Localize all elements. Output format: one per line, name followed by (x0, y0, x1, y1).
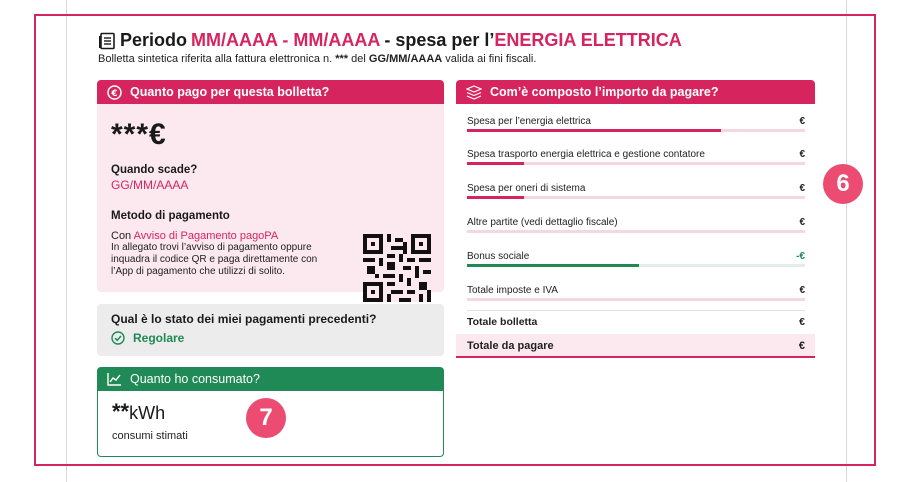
breakdown-row (467, 116, 805, 127)
check-circle-icon (111, 331, 125, 345)
total-due-value: € (798, 340, 805, 352)
breakdown-row-label: Spesa trasporto energia elettrica e gestione contatore (467, 149, 705, 160)
breakdown-row-label: Bonus sociale (467, 251, 530, 262)
badge-six: 6 (823, 164, 863, 204)
page-title (98, 30, 682, 51)
previous-payments-panel (97, 304, 444, 356)
payment-panel (97, 80, 444, 292)
payment-method (111, 230, 341, 278)
breakdown-row (467, 285, 805, 296)
breakdown-row-bar (467, 129, 805, 132)
title-mid: - spesa per l’ (384, 30, 495, 50)
invoice-date: GG/MM/AAAA (368, 53, 443, 65)
previous-payments-question: Qual è lo stato dei miei pagamenti precedenti? (111, 312, 377, 326)
payment-method-label: Metodo di pagamento (111, 210, 230, 222)
total-due-line (467, 340, 805, 352)
total-bill-label: Totale bolletta (467, 316, 538, 328)
amount-currency: € (149, 118, 167, 151)
breakdown-row-value: € (799, 217, 805, 228)
svg-text:€: € (111, 88, 118, 99)
row-divider (467, 310, 805, 311)
breakdown-row-bar (467, 196, 805, 199)
consumption-amount: ** (112, 399, 130, 424)
breakdown-panel-header (456, 80, 815, 104)
consumption-value (112, 399, 165, 425)
title-period: MM/AAAA - MM/AAAA (191, 30, 381, 50)
payment-method-note: In allegato trovi l’avviso di pagamento oppure inquadra il codice QR e paga direttamente con l’App di pagamento che utilizzi di solito. (111, 242, 318, 277)
subtitle-text-b: del (351, 53, 366, 65)
euro-circle-icon (107, 85, 122, 100)
chart-line-icon (107, 372, 122, 386)
layers-icon (466, 85, 482, 100)
breakdown-row-bar-fill (467, 162, 524, 165)
breakdown-row-value: € (799, 183, 805, 194)
invoice-number: *** (335, 53, 349, 65)
payment-panel-body (97, 104, 444, 292)
breakdown-row-value: € (799, 149, 805, 160)
breakdown-row-label: Spesa per l’energia elettrica (467, 116, 591, 127)
bill-subtitle (98, 53, 682, 65)
payment-method-link[interactable]: Avviso di Pagamento pagoPA (133, 230, 279, 242)
breakdown-row-bar-fill (467, 196, 524, 199)
total-bill-row (467, 316, 805, 328)
breakdown-row-bar-fill (467, 129, 721, 132)
breakdown-row-bar (467, 298, 805, 301)
breakdown-row (467, 183, 805, 194)
consumption-panel-title: Quanto ho consumato? (130, 372, 260, 386)
payment-method-prefix: Con (111, 230, 132, 242)
title-commodity: ENERGIA ELETTRICA (494, 30, 682, 50)
breakdown-row-label: Spesa per oneri di sistema (467, 183, 586, 194)
document-icon (98, 32, 116, 50)
title-prefix: Periodo (120, 30, 188, 50)
total-bill-value: € (799, 316, 805, 328)
payment-status-label: Regolare (133, 331, 185, 345)
due-date-value: GG/MM/AAAA (111, 178, 189, 192)
total-due-label: Totale da pagare (467, 340, 554, 352)
consumption-note: consumi stimati (112, 430, 188, 442)
breakdown-row (467, 217, 805, 228)
subtitle-text-a: Bolletta sintetica riferita alla fattura elettronica n. (98, 53, 333, 65)
subtitle-text-c: valida ai fini fiscali. (445, 53, 537, 65)
breakdown-panel-title: Com’è composto l’importo da pagare? (490, 85, 719, 99)
breakdown-row-value: € (799, 116, 805, 127)
breakdown-row (467, 149, 805, 160)
payment-status (111, 331, 184, 345)
breakdown-row-value: -€ (796, 251, 805, 262)
breakdown-row-bar (467, 162, 805, 165)
breakdown-row-bar (467, 230, 805, 233)
consumption-unit: kWh (129, 403, 166, 423)
breakdown-row-bar-fill (467, 264, 639, 267)
consumption-panel-header (97, 367, 444, 391)
total-due-row (456, 334, 815, 358)
breakdown-row-bar (467, 264, 805, 267)
breakdown-row (467, 251, 805, 262)
badge-seven: 7 (246, 398, 286, 438)
bill-header (98, 30, 682, 65)
breakdown-row-label: Altre partite (vedi dettaglio fiscale) (467, 217, 618, 228)
amount-due (111, 118, 167, 152)
payment-panel-title: Quanto pago per questa bolletta? (130, 85, 330, 99)
amount-value: *** (111, 118, 150, 151)
breakdown-panel (456, 80, 815, 358)
breakdown-row-label: Totale imposte e IVA (467, 285, 558, 296)
payment-panel-header (97, 80, 444, 104)
qr-code-icon (363, 234, 431, 302)
due-date-label: Quando scade? (111, 164, 198, 176)
breakdown-row-value: € (799, 285, 805, 296)
